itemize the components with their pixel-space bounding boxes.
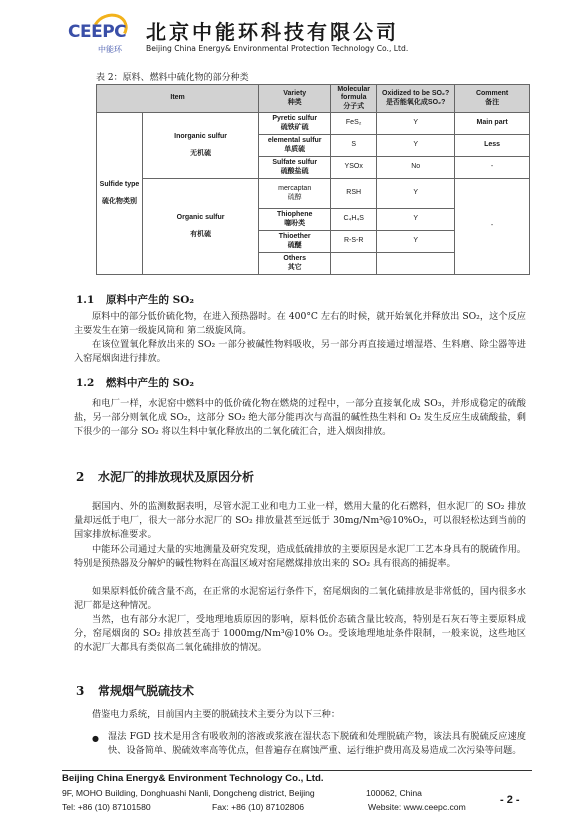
company-name-en: Beijing China Energy& Environmental Protection Technology Co., Ltd. (146, 44, 409, 53)
comment-cell: - (455, 179, 530, 275)
variety-cell: Others 其它 (259, 253, 331, 275)
table-row (97, 113, 530, 135)
logo-subtext: 中能环 (98, 45, 122, 54)
oxidized-cell (377, 253, 455, 275)
logo-text: CEEPC (68, 22, 127, 42)
variety-cell: Thioether 硫醚 (259, 231, 331, 253)
header-comment: Comment 备注 (455, 85, 530, 113)
footer-divider (62, 770, 532, 771)
table-header-row (97, 85, 530, 113)
section-2-para-3: 如果原料低价硫含量不高，在正常的水泥窑运行条件下，窑尾烟囱的二氧化硫排放是非常低的，国内很多水泥厂都是这种情况。 (74, 586, 526, 612)
header-formula: Molecular formula 分子式 (331, 85, 377, 113)
inorganic-cell: Inorganic sulfur 无机硫 (143, 113, 259, 179)
formula-cell: RSH (331, 179, 377, 209)
footer-zip: 100062, China (366, 788, 422, 798)
section-1-2-para-1: 和电厂一样，水泥窑中燃料中的低价硫化物在燃烧的过程中，一部分直接氧化成 SO₃，并形成稳定的硫酸盐，另一部分则氧化成 SO₂，这部分 SO₂ 绝大部分能再次与高温的碱性热生料和 O₂ 发生反应生成硫酸盐，剩下很少的一部分 SO₂ 将以生料中氧化释放出的二氧化硫汇合，进入烟囱排放。 (74, 398, 526, 438)
formula-cell: YSOx (331, 157, 377, 179)
section-2-para-2: 中能环公司通过大量的实地测量及研究发现，造成低硫排放的主要原因是水泥厂工艺本身具有的脱硫作用。特别是预热器及分解炉的碱性物料在高温区域对窑尾燃煤排放出来的 SO₂ 具有很高的捕捉率。 (74, 544, 526, 570)
variety-cell: Sulfate sulfur 硫酸盐硫 (259, 157, 331, 179)
section-3-bullet-1: 湿法 FGD 技术是用含有吸收剂的溶液或浆液在湿状态下脱硫和处理脱硫产物，该法具有脱硫反应速度快、设备简单、脱硫效率高等优点，但普遍存在腐蚀严重、运行维护费用高及易造成二次污染等问题。 (108, 731, 526, 757)
footer-website: Website: www.ceepc.com (368, 802, 466, 812)
section-2-para-4: 当然，也有部分水泥厂，受地理地质原因的影响，原料低价态硫含量比较高，特别是石灰石等主要原料成分，窑尾烟囱的 SO₂ 排放甚至高于 1000mg/Nm³@10% O₂。受该地理地址条件限制，一般来说，这些地区的水泥厂大都具有类似高二氧化硫排放的情况。 (74, 614, 526, 654)
table-row (97, 179, 530, 209)
footer-fax: Fax: +86 (10) 87102806 (212, 802, 304, 812)
table-caption: 表 2：原料、燃料中硫化物的部分种类 (96, 73, 249, 83)
header-variety: Variety 种类 (259, 85, 331, 113)
header-item: Item (97, 85, 259, 113)
page-number: - 2 - (500, 794, 520, 806)
oxidized-cell: Y (377, 209, 455, 231)
company-logo (62, 14, 142, 60)
footer-tel: Tel: +86 (10) 87101580 (62, 802, 151, 812)
comment-cell: - (455, 157, 530, 179)
bullet-icon: ● (92, 734, 99, 743)
header-oxidized: Oxidized to be SO₂? 是否能氧化成SO₂? (377, 85, 455, 113)
section-1-2-heading: 1.2 燃料中产生的 SO₂ (76, 377, 194, 389)
section-2-heading: 2 水泥厂的排放现状及原因分析 (76, 470, 255, 484)
oxidized-cell: No (377, 157, 455, 179)
section-1-1-para-1: 原料中的部分低价硫化物，在进入预热器时。在 400°C 左右的时候，就开始氧化并释放出 SO₂，这个反应主要发生在第一级旋风筒和 第二级旋风筒。 (74, 311, 526, 337)
footer-company: Beijing China Energy& Environment Technology Co., Ltd. (62, 773, 324, 784)
variety-cell: mercaptan 硫醇 (259, 179, 331, 209)
comment-cell: Less (455, 135, 530, 157)
section-3-para-1: 借鉴电力系统，目前国内主要的脱硫技术主要分为以下三种： (92, 709, 341, 720)
variety-cell: Pyretic sulfur 硫铁矿硫 (259, 113, 331, 135)
variety-cell: Thiophene 噻吩类 (259, 209, 331, 231)
oxidized-cell: Y (377, 179, 455, 209)
section-1-1-heading: 1.1 原料中产生的 SO₂ (76, 294, 194, 306)
oxidized-cell: Y (377, 231, 455, 253)
formula-cell: FeS₂ (331, 113, 377, 135)
organic-cell: Organic sulfur 有机硫 (143, 179, 259, 275)
section-3-heading: 3 常规烟气脱硫技术 (76, 684, 195, 698)
comment-cell: Main part (455, 113, 530, 135)
page-header (62, 14, 532, 60)
formula-cell: C₄H₄S (331, 209, 377, 231)
section-1-1-para-2: 在该位置氧化释放出来的 SO₂ 一部分被碱性物料吸收，另一部分再直接通过增湿塔、生料磨、除尘器等进入窑尾烟囱进行排放。 (74, 339, 526, 365)
footer-address: 9F, MOHO Building, Donghuashi Nanli, Dongcheng district, Beijing (62, 788, 315, 798)
formula-cell: R-S-R (331, 231, 377, 253)
oxidized-cell: Y (377, 135, 455, 157)
sulfide-table (96, 84, 530, 275)
formula-cell (331, 253, 377, 275)
group-cell: Sulfide type 硫化物类别 (97, 113, 143, 275)
variety-cell: elemental sulfur 单质硫 (259, 135, 331, 157)
oxidized-cell: Y (377, 113, 455, 135)
company-name-cn: 北京中能环科技有限公司 (146, 20, 399, 44)
section-2-para-1: 据国内、外的监测数据表明，尽管水泥工业和电力工业一样，燃用大量的化石燃料，但水泥厂的 SO₂ 排放量却远低于电厂，很大一部分水泥厂的 SO₂ 排放量甚至远低于 30mg/Nm³@10%O₂，可以很轻松达到当前的国家排放标准要求。 (74, 501, 526, 541)
formula-cell: S (331, 135, 377, 157)
